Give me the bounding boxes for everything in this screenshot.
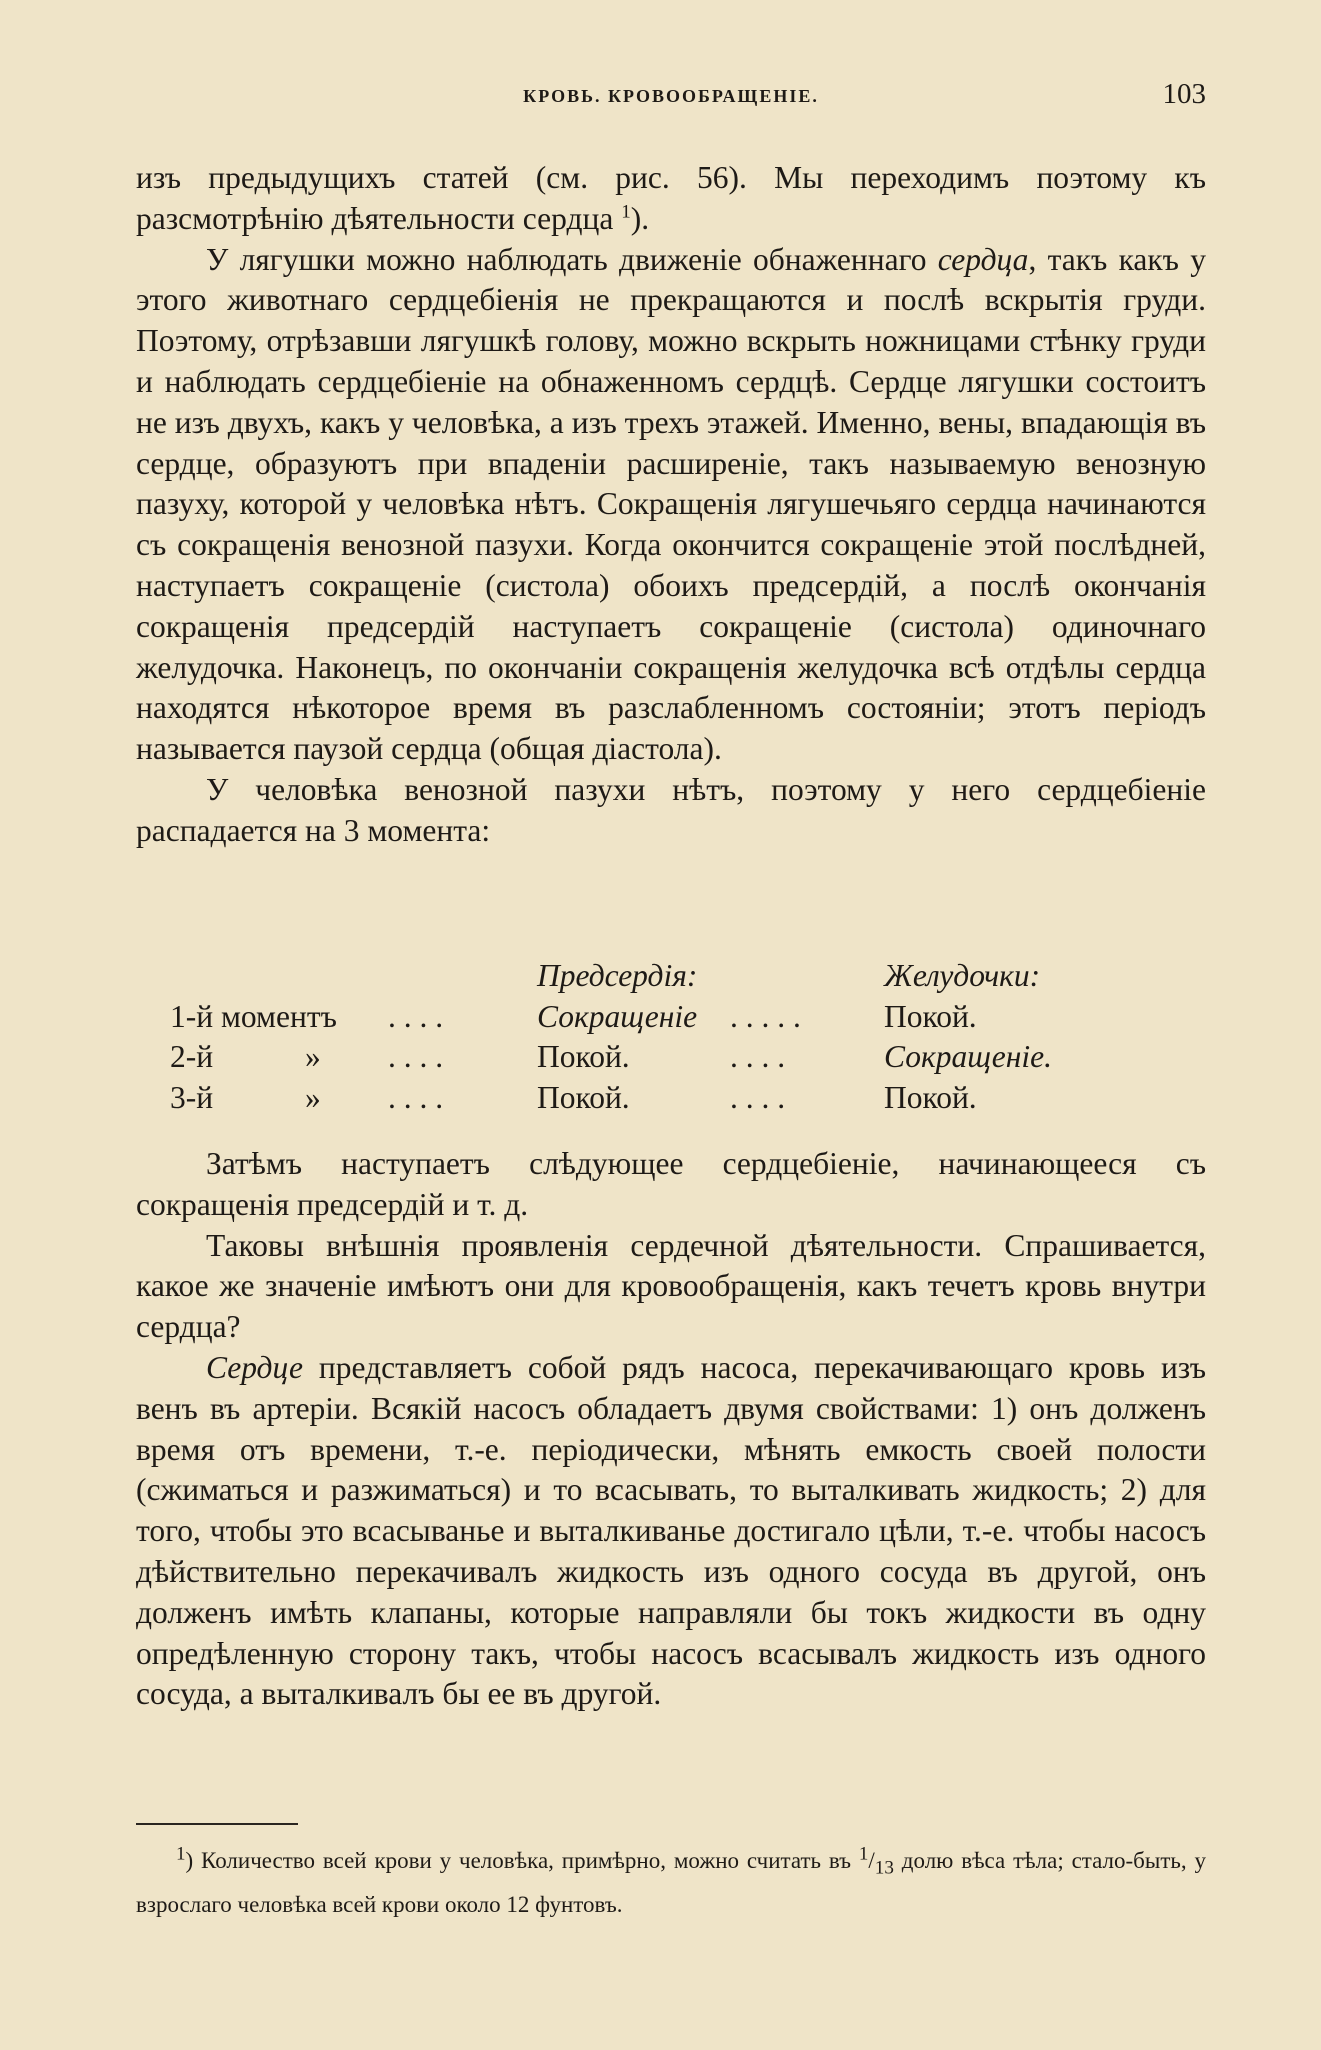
paragraph-3: У человѣка венозной пазухи нѣтъ, поэтому у него сердцебіеніе распадается на 3 момента: xyxy=(136,771,1206,848)
row-label: 1-й моментъ xyxy=(170,998,337,1034)
leader-dots: . . . . xyxy=(730,1039,786,1074)
row-label: 3-й xyxy=(170,1079,214,1115)
ventricles-state: Покой. xyxy=(884,998,977,1034)
running-head: КРОВЬ. КРОВООБРАЩЕНІЕ. xyxy=(523,86,819,106)
leader-dots: . . . . xyxy=(388,1079,444,1115)
table-header-row xyxy=(170,958,1110,999)
leader-dots: . . . . xyxy=(730,1079,786,1115)
atria-state: Покой. xyxy=(537,1079,630,1115)
ditto-mark: » xyxy=(305,1039,321,1074)
heartbeat-phases-table xyxy=(170,958,1110,1120)
main-text xyxy=(136,158,1206,852)
paragraph-6-emphasis: Сердце xyxy=(206,1349,303,1385)
paragraph-6-text: представляетъ собой рядъ насоса, перекачивающаго кровь изъ венъ въ артеріи. Всякій насосъ обладаетъ двумя свойствами: 1) онъ долженъ время отъ времени, т.-е. періодически, мѣнять емкость своей полости (сжиматься и разжиматься) и то всасывать, то выталкивать жидкость; 2) для того, чтобы это всасыванье и выталкиванье достигало цѣли, т.-е. чтобы насосъ дѣйствительно перекачивалъ жидкость изъ одного сосуда въ другой, онъ долженъ имѣть клапаны, которые направляли бы токъ жидкости въ одну опредѣленную сторону такъ, чтобы насосъ всасывалъ жидкость изъ одного сосуда, а выталкивалъ бы ее въ другой. xyxy=(136,1349,1206,1712)
page-number: 103 xyxy=(1162,78,1206,110)
footnote-divider xyxy=(136,1823,298,1825)
paragraph-2-start: У лягушки можно наблюдать движеніе обнаженнаго xyxy=(206,241,938,277)
fraction-numerator: 1 xyxy=(858,1843,869,1865)
paragraph-2 xyxy=(136,240,1206,770)
atria-state: Сокращеніе xyxy=(537,998,698,1034)
paragraph-6 xyxy=(136,1348,1206,1715)
ventricles-state: Покой. xyxy=(884,1079,977,1115)
table-row xyxy=(170,1080,1110,1121)
row-label: 2-й xyxy=(170,1039,214,1074)
paragraph-1 xyxy=(136,158,1206,240)
footnote: $^1$) Количество всей крови у человѣка, примѣрно, можно считать въ $^1/_{13}$ долю вѣса тѣла; стало-быть, у взрослаго человѣка всей крови около 12 фунтовъ. xyxy=(136,1843,1206,1917)
fraction-denominator: 13 xyxy=(874,1857,894,1879)
paragraph-5: Таковы внѣшнія проявленія сердечной дѣятельности. Спрашивается, какое же значеніе имѣютъ они для кровообращенія, какъ течетъ кровь внутри сердца? xyxy=(136,1227,1206,1345)
page-header xyxy=(136,78,1206,118)
paragraph-4: Затѣмъ наступаетъ слѣдующее сердцебіеніе, начинающееся съ сокращенія предсердій и т. д. xyxy=(136,1146,1206,1222)
leader-dots: . . . . xyxy=(388,998,444,1034)
ditto-mark: » xyxy=(305,1079,321,1115)
footnote-mark: 1 xyxy=(176,1843,186,1865)
paragraph-1-text: изъ предыдущихъ статей (см. рис. 56). Мы переходимъ поэтому къ разсмотрѣнію дѣятельности сердца xyxy=(136,160,1206,236)
paragraph-1-end: ). xyxy=(630,200,650,236)
table-row xyxy=(170,1039,1110,1080)
paragraph-2-rest: , такъ какъ у этого животнаго сердцебіенія не прекращаются и послѣ вскрытія груди. Поэтому, отрѣзавши лягушкѣ голову, можно вскрыть ножницами стѣнку груди и наблюдать сердцебіеніе на обнаженномъ сердцѣ. Сердце лягушки состоитъ не изъ двухъ, какъ у человѣка, а изъ трехъ этажей. Именно, вены, впадающія въ сердце, образуютъ при впаденіи расширеніе, такъ называемую венозную пазуху, которой у человѣка нѣтъ. Сокращенія лягушечьяго сердца начинаются съ сокращенія венозной пазухи. Когда окончится сокращеніе этой послѣдней, наступаетъ сокращеніе (систола) обоихъ предсердій, а послѣ окончанія сокращенія предсердій наступаетъ сокращеніе (систола) одиночнаго желудочка. Наконецъ, по окончаніи сокращенія желудочка всѣ отдѣлы сердца находятся нѣкоторое время въ разслабленномъ состояніи; этотъ періодъ называется паузой сердца (общая діастола). xyxy=(136,241,1206,767)
footnote-text-start: ) Количество всей крови у человѣка, примѣрно, можно считать въ xyxy=(185,1848,859,1873)
footnote-ref: 1 xyxy=(621,201,631,223)
footnote-text-end: долю вѣса тѣла; стало-быть, у взрослаго человѣка всей крови около 12 фунтовъ. xyxy=(136,1848,1206,1917)
column-header-ventricles: Желудочки: xyxy=(884,958,1041,993)
leader-dots: . . . . . xyxy=(730,998,801,1034)
atria-state: Покой. xyxy=(537,1039,630,1074)
table-row xyxy=(170,999,1110,1040)
leader-dots: . . . . xyxy=(388,1039,444,1074)
paragraph-2-emphasis: сердца xyxy=(937,241,1029,277)
column-header-atria: Предсердія: xyxy=(537,958,698,993)
ventricles-state: Сокращеніе. xyxy=(884,1039,1052,1074)
main-text-continued xyxy=(136,1144,1206,1715)
